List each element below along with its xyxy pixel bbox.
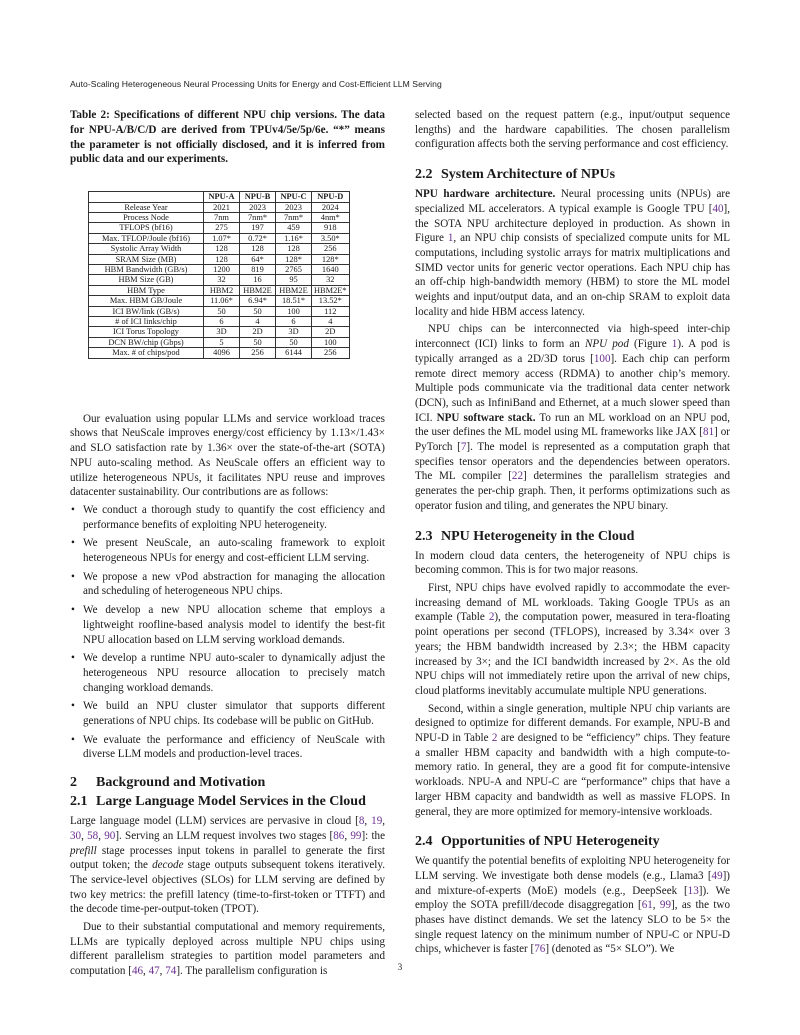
table-cell: 2021 (204, 202, 240, 212)
table-column-header: NPU-A (204, 192, 240, 202)
text-segment: Second, within a single generation, multiple NPU chip variants are designed to optimize for different demands. For example, NPU-B and NPU-D in Table (415, 702, 730, 745)
page-number: 3 (397, 962, 403, 972)
text-segment: ]: the (361, 829, 386, 842)
text-segment: ] determines the parallelism strategies and generates the per-chip graph. Then, it performs optimizations such as operator fusion and tiling, and generates the NPU binary. (415, 470, 730, 512)
text-segment: ]. Serving an LLM request involves two stages [ (115, 829, 334, 842)
text-segment: ], as the two phases have distinct demands. We set the latency SLO to be 5× the single request latency on the minimum number of NPU-C or NPU-D chips, whichever is faster [ (415, 899, 730, 956)
citation-link[interactable]: 100 (593, 352, 611, 365)
table-row (89, 265, 350, 275)
text-segment: ] or PyTorch [ (415, 426, 730, 454)
table-cell: 3.50* (312, 233, 350, 243)
table-cell: 50 (276, 337, 312, 347)
bullet-icon: • (71, 537, 75, 550)
table-cell: HBM2 (204, 285, 240, 295)
table-cell: 6.94* (240, 296, 276, 306)
paragraph-lead: NPU hardware architecture. (415, 188, 556, 201)
table-cell: 819 (240, 265, 276, 275)
table-cell: 128* (276, 254, 312, 264)
table-column-header: NPU-B (240, 192, 276, 202)
table-row-label: DCN BW/chip (Gbps) (89, 337, 204, 347)
table-cell: 197 (240, 223, 276, 233)
table-header-row (89, 192, 350, 202)
citation-link[interactable]: 46 (131, 965, 144, 978)
continued-paragraph (415, 108, 730, 152)
table-cell: 5 (204, 337, 240, 347)
table-row (89, 317, 350, 327)
left-column (70, 108, 385, 979)
bullet-icon: • (71, 733, 75, 746)
table-cell: 256 (312, 244, 350, 254)
table-cell: 2D (312, 327, 350, 337)
text-segment: To run an ML workload on an NPU pod, the user defines the ML model using ML frameworks like JAX [ (415, 411, 730, 439)
table-cell: 256 (312, 348, 350, 358)
citation-link[interactable]: 40 (712, 202, 724, 215)
right-column (415, 108, 730, 957)
text-segment: , (652, 899, 660, 912)
text-segment: ], the SOTA NPU architecture deployed in production. As shown in Figure (415, 202, 730, 245)
text-segment: , (98, 829, 105, 842)
table-cell: 4 (312, 317, 350, 327)
spec-table (88, 191, 350, 359)
table-cell: 95 (276, 275, 312, 285)
table-cell: HBM2E (276, 285, 312, 295)
list-item-text: We build an NPU cluster simulator that supports different generations of NPU chips. Its codebase will be public on GitHub. (83, 700, 385, 728)
list-item-text: We develop a runtime NPU auto-scaler to dynamically adjust the heterogeneous NPU resource allocation to precisely match changing workload demands. (83, 652, 385, 694)
bullet-icon: • (71, 604, 75, 617)
table-cell: 100 (276, 306, 312, 316)
section-2-3-paragraph-2 (415, 581, 730, 699)
text-segment: (Figure (628, 338, 672, 351)
table-cell: 7nm (204, 213, 240, 223)
table-row-label: Release Year (89, 202, 204, 212)
text-segment: stage processes input tokens in parallel to generate the first output token; the (70, 844, 385, 872)
running-head: Auto-Scaling Heterogeneous Neural Processing Units for Energy and Cost-Efficient LLM Serving (70, 79, 442, 89)
citation-link[interactable]: 99 (350, 829, 362, 842)
table-column-header: NPU-C (276, 192, 312, 202)
text-segment: , (382, 815, 386, 828)
list-item (70, 536, 385, 565)
table-cell: 50 (204, 306, 240, 316)
text-segment: are designed to be “efficiency” chips. They feature a smaller HBM capacity and bandwidth with a high compute-to-memory ratio. In general, they are a good fit for compute-intensive workloads. NPU-A and NPU-C are “performance” chips that have a larger HBM capacity and bandwidth as well as massive FLOPS. In general, they are more optimized for memory-intensive workloads. (415, 732, 730, 818)
table-cell: 1200 (204, 265, 240, 275)
citation-link[interactable]: 76 (534, 943, 546, 956)
table-cell: 2023 (240, 202, 276, 212)
citation-link[interactable]: 30 (70, 829, 82, 842)
section-2-3-paragraph-1 (415, 549, 730, 578)
table-cell: 6 (276, 317, 312, 327)
table-cell: 50 (240, 337, 276, 347)
citation-link[interactable]: 81 (703, 426, 715, 439)
citation-link[interactable]: 1 (671, 338, 678, 351)
table-cell: 918 (312, 223, 350, 233)
text-segment: ] (denoted as “5× SLO”). We (545, 943, 675, 956)
section-2-1-paragraph-1 (70, 814, 385, 917)
table-row-label: # of ICI links/chip (89, 317, 204, 327)
table-cell: 32 (312, 275, 350, 285)
intro-paragraph (70, 412, 385, 500)
paragraph-lead: NPU software stack. (436, 411, 536, 424)
text-segment: , (81, 829, 88, 842)
table-row-label: ICI Torus Topology (89, 327, 204, 337)
table-cell: 256 (240, 348, 276, 358)
table-cell: 64* (240, 254, 276, 264)
citation-link[interactable]: 2 (488, 611, 495, 624)
text-segment: , an NPU chip consists of specialized compute units for ML computations, including systolic arrays for matrix multiplications and SIMD vector units for generic vector operations. Each NPU chip has an off-chip high-bandwidth memory (HBM) to store the ML model weights and input/output data, and an on-chip SRAM to exploit data locality and hide HBM access latency. (415, 232, 730, 318)
citation-link[interactable]: 13 (687, 884, 699, 897)
table-cell: 7nm* (240, 213, 276, 223)
citation-link[interactable]: 58 (87, 829, 99, 842)
citation-link[interactable]: 74 (165, 965, 177, 978)
citation-link[interactable]: 86 (333, 829, 345, 842)
text-segment: ]) and mixture-of-experts (MoE) models (e.g., DeepSeek [ (415, 869, 730, 897)
table-row (89, 223, 350, 233)
list-item-text: We present NeuScale, an auto-scaling framework to exploit heterogeneous NPUs for energy and cost-efficient LLM serving. (83, 537, 385, 565)
table-cell: 3D (276, 327, 312, 337)
list-item (70, 733, 385, 762)
section-2-2-paragraph-1 (415, 187, 730, 319)
table-row-label: HBM Size (GB) (89, 275, 204, 285)
text-segment: , (344, 829, 351, 842)
table-cell: 16 (240, 275, 276, 285)
text-segment: ), the computation power, measured in tera-floating point operations per second (TFLOPS), increased by 3.34× over 3 years; the HBM bandwidth increased by 2.3×; the HBM capacity increased by 3×; and the ICI bandwidth increased by 2×. As the old NPU chips will not immediately retire upon the arrival of new chips, cloud platforms inevitably accumulate multiple NPU generations. (415, 611, 731, 697)
section-2-2-heading: 2.2 System Architecture of NPUs (415, 167, 616, 183)
table-row-label: SRAM Size (MB) (89, 254, 204, 264)
table-cell: 0.72* (240, 233, 276, 243)
table-cell: 128 (240, 244, 276, 254)
contributions-list (70, 503, 385, 762)
text-segment: In modern cloud data centers, the heterogeneity of NPU chips is becoming common. This is for two major reasons. (415, 549, 730, 577)
table-row-label: Max. HBM GB/Joule (89, 296, 204, 306)
table-cell: 459 (276, 223, 312, 233)
text-segment: Large language model (LLM) services are pervasive in cloud [ (70, 815, 359, 828)
citation-link[interactable]: 99 (659, 899, 672, 912)
text-segment: ]. Each chip can perform remote direct memory access (RDMA) to another chip’s memory. Multiple pods communicate via the traditional data center network (DCN), such as InfiniBand and Ethernet, at a much slower speed than ICI. (415, 352, 730, 424)
table-row (89, 233, 350, 243)
table-cell: 2D (240, 327, 276, 337)
table-row (89, 296, 350, 306)
table-row-label: Max. # of chips/pod (89, 348, 204, 358)
list-item (70, 651, 385, 695)
table-cell: 4nm* (312, 213, 350, 223)
section-2-heading: 2 Background and Motivation (70, 775, 266, 791)
table-cell: 4 (240, 317, 276, 327)
citation-link[interactable]: 61 (641, 899, 653, 912)
table-cell: 6 (204, 317, 240, 327)
table-row (89, 337, 350, 347)
section-2-3-paragraph-3 (415, 702, 730, 820)
table-cell: 1.07* (204, 233, 240, 243)
citation-link[interactable]: 19 (371, 815, 383, 828)
text-segment: ]. The model is represented as a computation graph that specifies tensor operators and the dependencies between operators. The ML compiler [ (415, 441, 730, 483)
table-caption: Table 2: Specifications of different NPU chip versions. The data for NPU-A/B/C/D are derived from TPUv4/5e/5p/6e. “*” means the parameter is not officially disclosed, and it is inferred from public data and our experiments. (70, 109, 385, 166)
text-segment: selected based on the request pattern (e.g., input/output sequence lengths) and the hardware capabilities. The chosen parallelism configuration affects both the serving performance and cost efficiency. (415, 109, 730, 151)
table-cell: 128* (312, 254, 350, 264)
citation-link[interactable]: 90 (104, 829, 116, 842)
table-row (89, 275, 350, 285)
citation-link[interactable]: 47 (148, 965, 160, 978)
section-2-4-heading: 2.4 Opportunities of NPU Heterogeneity (415, 834, 660, 850)
citation-link[interactable]: 8 (358, 815, 365, 828)
text-segment: , (143, 965, 149, 978)
bullet-icon: • (71, 570, 75, 583)
table-cell: 32 (204, 275, 240, 285)
table-cell: 2024 (312, 202, 350, 212)
bullet-icon: • (71, 700, 75, 713)
bullet-icon: • (71, 503, 75, 516)
list-item-text: We evaluate the performance and efficiency of NeuScale with diverse LLM models and production-level traces. (83, 733, 385, 761)
table-cell: 13.52* (312, 296, 350, 306)
table-cell: 7nm* (276, 213, 312, 223)
list-item-text: We conduct a thorough study to quantify the cost efficiency and performance benefits of exploiting NPU heterogeneity. (83, 503, 385, 531)
table-cell: 100 (312, 337, 350, 347)
table-row-label: TFLOPS (bf16) (89, 223, 204, 233)
list-item-text: We develop a new NPU allocation scheme that employs a lightweight roofline-based analysis model to identify the best-fit NPU allocation based on LLM serving workload demands. (83, 604, 385, 646)
table-row (89, 213, 350, 223)
table-cell: HBM2E (240, 285, 276, 295)
table-row-label: ICI BW/link (GB/s) (89, 306, 204, 316)
emphasis-text: prefill (70, 844, 97, 857)
list-item-text: We propose a new vPod abstraction for managing the allocation and scheduling of heterogeneous NPU chips. (83, 570, 385, 598)
text-segment: stage outputs subsequent tokens iteratively. The service-level objectives (SLOs) for LLM serving are defined by two key metrics: the prefill latency (time-to-first-token or TTFT) and the decode time-per-output-token (TPOT). (70, 859, 385, 916)
text-segment: NPU chips can be interconnected via high-speed inter-chip interconnect (ICI) links to form an (415, 323, 730, 351)
citation-link[interactable]: 49 (711, 869, 723, 882)
table-row (89, 285, 350, 295)
table-cell: 112 (312, 306, 350, 316)
table-cell: 1.16* (276, 233, 312, 243)
table-cell: 1640 (312, 265, 350, 275)
table-row (89, 306, 350, 316)
table-cell: 2023 (276, 202, 312, 212)
table-row-label: HBM Type (89, 285, 204, 295)
table-row-label: Systolic Array Width (89, 244, 204, 254)
table-cell: HBM2E* (312, 285, 350, 295)
text-segment: Neural processing units (NPUs) are specialized ML accelerators. A typical example is Google TPU [ (415, 188, 730, 215)
section-2-2-paragraph-2 (415, 322, 730, 513)
table-row-label: Process Node (89, 213, 204, 223)
text-segment: ]). We employ the SOTA prefill/decode disaggregation [ (415, 884, 730, 912)
table-cell: 2765 (276, 265, 312, 275)
citation-link[interactable]: 2 (491, 732, 498, 745)
table-row (89, 348, 350, 358)
table-cell: 11.06* (204, 296, 240, 306)
table-row-label: Max. TFLOP/Joule (bf16) (89, 233, 204, 243)
table-body (89, 202, 350, 358)
text-segment: Due to their substantial computational and memory requirements, LLMs are typically deployed across multiple NPU chips using different parallelism strategies to partition model parameters and computation [ (70, 921, 385, 978)
table-cell: 128 (276, 244, 312, 254)
table-cell: 3D (204, 327, 240, 337)
citation-link[interactable]: 1 (447, 232, 454, 245)
table-row (89, 327, 350, 337)
table-row-label: HBM Bandwidth (GB/s) (89, 265, 204, 275)
text-segment: ). A pod is typically arranged as a 2D/3D torus [ (415, 338, 730, 365)
citation-link[interactable]: 22 (511, 470, 524, 483)
emphasis-text: decode (152, 859, 184, 872)
section-2-1-heading: 2.1 Large Language Model Services in the Cloud (70, 794, 366, 810)
text-segment: , (364, 815, 372, 828)
citation-link[interactable]: 7 (460, 441, 467, 454)
emphasis-text: NPU pod (584, 338, 629, 351)
table-cell: 4096 (204, 348, 240, 358)
table-column-header: NPU-D (312, 192, 350, 202)
table-row (89, 244, 350, 254)
section-2-3-heading: 2.3 NPU Heterogeneity in the Cloud (415, 528, 635, 544)
list-item (70, 603, 385, 647)
table-cell: 50 (240, 306, 276, 316)
table-cell: 128 (204, 244, 240, 254)
bullet-icon: • (71, 652, 75, 665)
text-segment: First, NPU chips have evolved rapidly to accommodate the ever-increasing demand of ML workloads. Taking Google TPUs as an example (Table (415, 581, 730, 624)
list-item (70, 570, 385, 599)
table-corner-cell (89, 192, 204, 202)
text-segment: We quantify the potential benefits of exploiting NPU heterogeneity for LLM serving. We investigate both dense models (e.g., Llama3 [ (415, 855, 730, 882)
list-item (70, 503, 385, 532)
text-segment: ]. The parallelism configuration is (176, 965, 328, 978)
table-row (89, 202, 350, 212)
table-cell: 275 (204, 223, 240, 233)
table-row (89, 254, 350, 264)
text-segment: Our evaluation using popular LLMs and service workload traces shows that NeuScale improves energy/cost efficiency by 1.13×/1.43× and SLO satisfaction rate by 1.36× over the state-of-the-art (SOTA) NPU auto-scaling method. As NeuScale offers an efficient way to utilize heterogeneous NPUs, it facilitates NPU reuse and improves datacenter sustainability. Our contributions are as follows: (70, 412, 385, 499)
table-cell: 18.51* (276, 296, 312, 306)
section-2-4-paragraph-1 (415, 854, 730, 957)
table-cell: 6144 (276, 348, 312, 358)
text-segment: , (159, 965, 166, 978)
list-item (70, 699, 385, 728)
table-cell: 128 (204, 254, 240, 264)
